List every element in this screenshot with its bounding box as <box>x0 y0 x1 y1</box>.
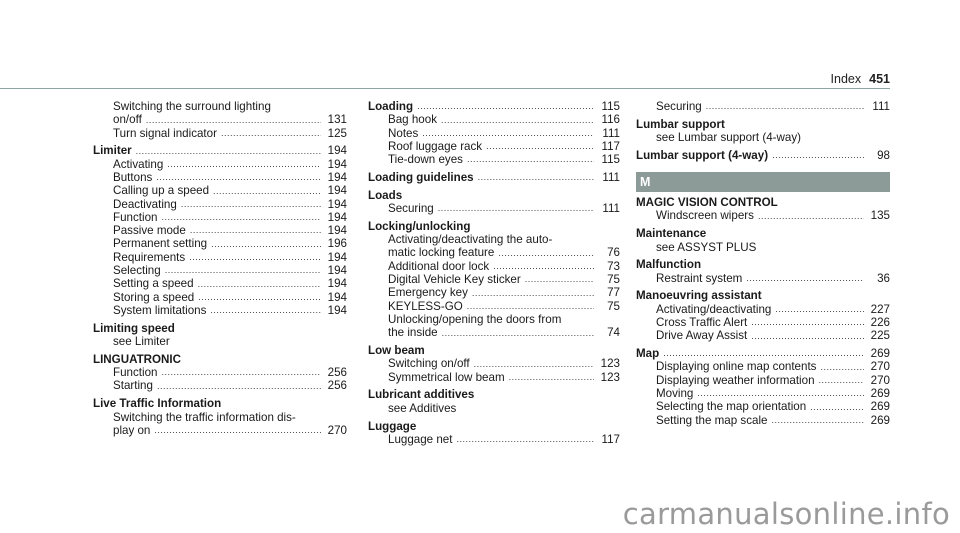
dot-leader <box>663 347 864 360</box>
page-reference[interactable]: 270 <box>870 373 890 387</box>
index-term: Restraint system <box>656 271 743 285</box>
index-column-2 <box>368 100 620 451</box>
page-reference[interactable]: 194 <box>327 303 347 317</box>
index-subentry <box>636 241 890 254</box>
index-subentry <box>368 300 620 313</box>
index-subentry <box>636 131 890 144</box>
index-group-before-bar <box>636 100 890 162</box>
index-term: Selecting the map orientation <box>656 400 807 414</box>
dot-leader <box>456 433 594 446</box>
section-letter-bar <box>636 172 890 192</box>
page-reference[interactable]: 194 <box>327 157 347 171</box>
index-term: Deactivating <box>113 197 177 211</box>
page-reference[interactable]: 123 <box>600 357 620 371</box>
page-reference[interactable]: 111 <box>602 126 620 140</box>
index-term: Locking/unlocking <box>368 219 471 233</box>
page-reference[interactable]: 115 <box>601 100 620 113</box>
index-entry <box>93 397 347 437</box>
index-term: Calling up a speed <box>113 184 210 198</box>
page-reference[interactable]: 194 <box>327 170 347 184</box>
index-entry <box>636 100 890 113</box>
index-subentry <box>368 433 620 446</box>
index-term: Malfunction <box>636 258 702 272</box>
page-reference[interactable]: 226 <box>870 316 890 330</box>
index-term: see Limiter <box>113 335 170 349</box>
dot-leader <box>198 278 321 291</box>
index-term: Loads <box>368 188 403 202</box>
index-entry <box>636 258 890 285</box>
index-heading <box>636 196 890 209</box>
index-subentry <box>368 202 620 215</box>
dot-leader <box>157 380 321 393</box>
index-term: Starting <box>113 379 153 393</box>
index-subentry <box>368 326 620 339</box>
page-reference[interactable]: 194 <box>327 210 347 224</box>
index-subentry <box>368 273 620 286</box>
dot-leader <box>810 401 864 414</box>
index-subentry <box>368 113 620 126</box>
dot-leader <box>442 327 594 340</box>
index-subentry <box>636 360 890 373</box>
page-reference[interactable]: 269 <box>870 347 890 361</box>
index-subentry <box>93 366 347 379</box>
index-term: see Lumbar support (4-way) <box>656 131 801 145</box>
dot-leader <box>775 303 864 316</box>
page-reference[interactable]: 76 <box>607 246 620 260</box>
dot-leader <box>706 100 864 113</box>
index-term: LINGUATRONIC <box>93 352 182 366</box>
index-subentry <box>93 424 347 437</box>
dot-leader <box>472 287 594 300</box>
dot-leader <box>772 149 864 162</box>
page-reference[interactable]: 194 <box>327 184 347 198</box>
dot-leader <box>156 171 321 184</box>
dot-leader <box>198 291 321 304</box>
index-subentry <box>93 304 347 317</box>
header-rule <box>0 88 890 89</box>
page-reference[interactable]: 225 <box>870 329 890 343</box>
index-subentry <box>368 140 620 153</box>
index-subentry <box>368 357 620 370</box>
index-term: Switching the surround lighting <box>113 100 271 113</box>
index-term: the inside <box>388 326 438 340</box>
index-term: on/off <box>113 113 142 127</box>
index-term: Limiter <box>93 144 132 158</box>
index-term: Cross Traffic Alert <box>656 316 748 330</box>
page-reference[interactable]: 194 <box>327 250 347 264</box>
page-reference[interactable]: 194 <box>327 197 347 211</box>
page-reference[interactable]: 123 <box>600 370 620 384</box>
page-reference[interactable]: 270 <box>327 423 347 437</box>
page-reference[interactable]: 75 <box>607 299 620 313</box>
dot-leader <box>751 316 864 329</box>
index-subentry <box>93 224 347 237</box>
index-subentry <box>636 272 890 285</box>
page-reference[interactable]: 117 <box>601 432 620 446</box>
index-subentry <box>368 371 620 384</box>
dot-leader <box>210 304 321 317</box>
index-entry <box>636 227 890 254</box>
dot-leader <box>467 300 594 313</box>
index-term: see Additives <box>388 401 457 415</box>
dot-leader <box>751 330 864 343</box>
index-term: Selecting <box>113 264 161 278</box>
index-term: Manoeuvring assistant <box>636 289 762 303</box>
index-subentry <box>93 277 347 290</box>
index-term: Requirements <box>113 250 186 264</box>
index-term: play on <box>113 423 151 437</box>
index-term: Symmetrical low beam <box>388 370 505 384</box>
index-entry <box>368 100 620 166</box>
page-reference[interactable]: 117 <box>601 139 620 153</box>
index-entry <box>636 118 890 145</box>
header-text <box>831 72 890 86</box>
dot-leader <box>509 371 594 384</box>
index-term: Permanent setting <box>113 237 208 251</box>
index-term: Additional door lock <box>388 259 490 273</box>
index-term: Drive Away Assist <box>656 329 748 343</box>
index-term: Low beam <box>368 344 425 358</box>
page-reference[interactable]: 75 <box>607 273 620 287</box>
index-entry <box>368 220 620 340</box>
page-number: 451 <box>869 72 890 86</box>
index-entry <box>93 100 347 140</box>
page-reference[interactable]: 36 <box>877 271 890 285</box>
watermark: carmanualsonline.info <box>622 497 950 531</box>
index-term: Passive mode <box>113 224 186 238</box>
index-heading <box>636 289 890 302</box>
index-term: Roof luggage rack <box>388 139 483 153</box>
index-subentry <box>368 402 620 415</box>
page-reference[interactable]: 131 <box>327 113 347 127</box>
dot-leader <box>146 114 321 127</box>
index-subentry <box>636 374 890 387</box>
index-term: Buttons <box>113 170 153 184</box>
index-heading <box>93 322 347 335</box>
index-term: Setting the map scale <box>656 413 768 427</box>
index-term: Lumbar support <box>636 117 725 131</box>
page-reference[interactable]: 111 <box>602 202 620 216</box>
dot-leader <box>181 198 321 211</box>
dot-leader <box>417 100 594 113</box>
index-subentry <box>368 127 620 140</box>
index-subentry <box>636 329 890 342</box>
page-reference[interactable]: 125 <box>327 126 347 140</box>
index-subentry <box>93 184 347 197</box>
index-term: Unlocking/opening the doors from <box>388 312 562 326</box>
index-subentry <box>368 233 620 246</box>
index-term: Bag hook <box>388 113 437 127</box>
page-reference[interactable]: 194 <box>327 144 347 158</box>
page-reference[interactable]: 256 <box>327 366 347 380</box>
dot-leader <box>441 114 594 127</box>
dot-leader <box>820 361 864 374</box>
dot-leader <box>161 366 321 379</box>
index-entry <box>636 149 890 162</box>
index-subentry <box>93 411 347 424</box>
dot-leader <box>474 358 594 371</box>
dot-leader <box>478 171 594 184</box>
index-heading <box>93 397 347 410</box>
index-term: Displaying weather information <box>656 373 815 387</box>
page-reference[interactable]: 270 <box>870 360 890 374</box>
section-title: Index <box>830 72 862 86</box>
index-term: Switching on/off <box>388 357 470 371</box>
index-term: Maintenance <box>636 227 707 241</box>
index-term: Switching the traffic information dis- <box>113 410 296 424</box>
index-term: Luggage <box>368 419 417 433</box>
dot-leader <box>819 374 864 387</box>
index-term: Securing <box>656 100 702 113</box>
index-subentry <box>368 260 620 273</box>
dot-leader <box>161 211 321 224</box>
dot-leader <box>211 238 321 251</box>
index-term: KEYLESS-GO <box>388 299 463 313</box>
index-term: Securing <box>388 202 434 216</box>
index-entry <box>368 388 620 415</box>
page-reference[interactable]: 194 <box>327 277 347 291</box>
index-subentry <box>93 113 347 126</box>
index-term: Activating/deactivating <box>656 302 772 316</box>
dot-leader <box>467 153 594 166</box>
index-entry <box>636 347 890 427</box>
index-entry <box>368 344 620 384</box>
index-subentry <box>636 100 890 113</box>
index-subentry <box>636 414 890 427</box>
index-subentry <box>636 316 890 329</box>
index-term: Emergency key <box>388 286 468 300</box>
page-header <box>0 0 960 90</box>
index-term: Loading <box>368 100 414 113</box>
index-term: Luggage net <box>388 432 453 446</box>
dot-leader <box>154 424 321 437</box>
index-term: Notes <box>388 126 419 140</box>
index-heading <box>636 118 890 131</box>
index-subentry <box>368 313 620 326</box>
index-subentry <box>636 209 890 222</box>
page-reference[interactable]: 196 <box>327 237 347 251</box>
index-term: see ASSYST PLUS <box>656 240 757 254</box>
dot-leader <box>486 140 594 153</box>
index-term: Map <box>636 347 660 361</box>
index-group-after-bar <box>636 196 890 427</box>
index-term: MAGIC VISION CONTROL <box>636 196 778 210</box>
index-term: Function <box>113 210 158 224</box>
page-reference[interactable]: 227 <box>870 302 890 316</box>
index-heading <box>636 347 890 360</box>
page-reference[interactable]: 73 <box>607 259 620 273</box>
index-heading <box>368 420 620 433</box>
index-subentry <box>368 153 620 166</box>
index-subentry <box>636 387 890 400</box>
page-reference[interactable]: 269 <box>870 413 890 427</box>
index-heading <box>368 344 620 357</box>
index-term: Function <box>113 366 158 380</box>
index-heading <box>93 353 347 366</box>
index-term: Setting a speed <box>113 277 194 291</box>
index-term: Activating/deactivating the auto- <box>388 233 553 247</box>
dot-leader <box>221 127 321 140</box>
index-entry <box>93 322 347 349</box>
dot-leader <box>498 247 594 260</box>
index-term: Windscreen wipers <box>656 209 754 223</box>
page-reference[interactable]: 269 <box>870 400 890 414</box>
index-term: matic locking feature <box>388 246 495 260</box>
index-entry <box>368 171 620 184</box>
page-reference[interactable]: 116 <box>601 113 620 127</box>
page-reference[interactable]: 269 <box>870 387 890 401</box>
index-term: Limiting speed <box>93 321 175 335</box>
page-reference[interactable]: 135 <box>870 209 890 223</box>
index-subentry <box>93 100 347 113</box>
section-letter: M <box>640 175 651 190</box>
index-heading <box>368 388 620 401</box>
index-heading <box>368 189 620 202</box>
index-term: Loading guidelines <box>368 170 474 184</box>
index-subentry <box>93 211 347 224</box>
index-heading <box>636 149 890 162</box>
dot-leader <box>772 414 865 427</box>
page-reference[interactable]: 111 <box>872 100 890 113</box>
index-subentry <box>93 291 347 304</box>
index-subentry <box>93 237 347 250</box>
index-subentry <box>93 198 347 211</box>
page-reference[interactable]: 194 <box>327 264 347 278</box>
dot-leader <box>493 260 594 273</box>
index-term: Tie-down eyes <box>388 153 463 167</box>
index-heading <box>368 171 620 184</box>
index-term: Moving <box>656 387 694 401</box>
index-heading <box>636 258 890 271</box>
index-heading <box>636 227 890 240</box>
index-term: Turn signal indicator <box>113 126 217 140</box>
index-entry <box>93 353 347 393</box>
index-term: Displaying online map contents <box>656 360 817 374</box>
dot-leader <box>190 224 321 237</box>
dot-leader <box>165 264 321 277</box>
index-subentry <box>93 127 347 140</box>
index-subentry <box>93 379 347 392</box>
index-subentry <box>93 264 347 277</box>
dot-leader <box>438 202 594 215</box>
page-reference[interactable]: 98 <box>877 148 890 162</box>
index-term: Activating <box>113 157 164 171</box>
index-entry <box>368 420 620 447</box>
page-reference[interactable]: 77 <box>607 286 620 300</box>
dot-leader <box>422 127 594 140</box>
index-term: Lumbar support (4-way) <box>636 148 769 162</box>
page-reference[interactable]: 256 <box>327 379 347 393</box>
index-subentry <box>93 158 347 171</box>
dot-leader <box>746 272 864 285</box>
index-entry <box>636 196 890 223</box>
index-heading <box>368 220 620 233</box>
dot-leader <box>189 251 321 264</box>
page-reference[interactable]: 111 <box>602 170 620 184</box>
index-heading <box>368 100 620 113</box>
index-subentry <box>636 303 890 316</box>
index-entry <box>368 189 620 216</box>
index-term: Digital Vehicle Key sticker <box>388 273 521 287</box>
dot-leader <box>758 210 864 223</box>
index-column-1 <box>93 100 347 442</box>
dot-leader <box>525 273 594 286</box>
index-subentry <box>93 251 347 264</box>
index-term: Lubricant additives <box>368 388 475 402</box>
page-reference[interactable]: 194 <box>327 224 347 238</box>
dot-leader <box>697 387 864 400</box>
dot-leader <box>213 185 321 198</box>
index-column-3 <box>636 100 890 431</box>
index-subentry <box>636 400 890 413</box>
index-term: Live Traffic Information <box>93 397 222 411</box>
index-subentry <box>368 286 620 299</box>
page-reference[interactable]: 74 <box>607 326 620 340</box>
dot-leader <box>136 145 321 158</box>
index-entry <box>636 289 890 342</box>
page-reference[interactable]: 115 <box>601 153 620 167</box>
index-term: System limitations <box>113 303 207 317</box>
page-reference[interactable]: 194 <box>327 290 347 304</box>
index-term: Storing a speed <box>113 290 195 304</box>
index-subentry <box>93 335 347 348</box>
index-subentry <box>93 171 347 184</box>
dot-leader <box>167 158 321 171</box>
index-entry <box>93 144 347 317</box>
index-heading <box>93 144 347 157</box>
index-subentry <box>368 246 620 259</box>
